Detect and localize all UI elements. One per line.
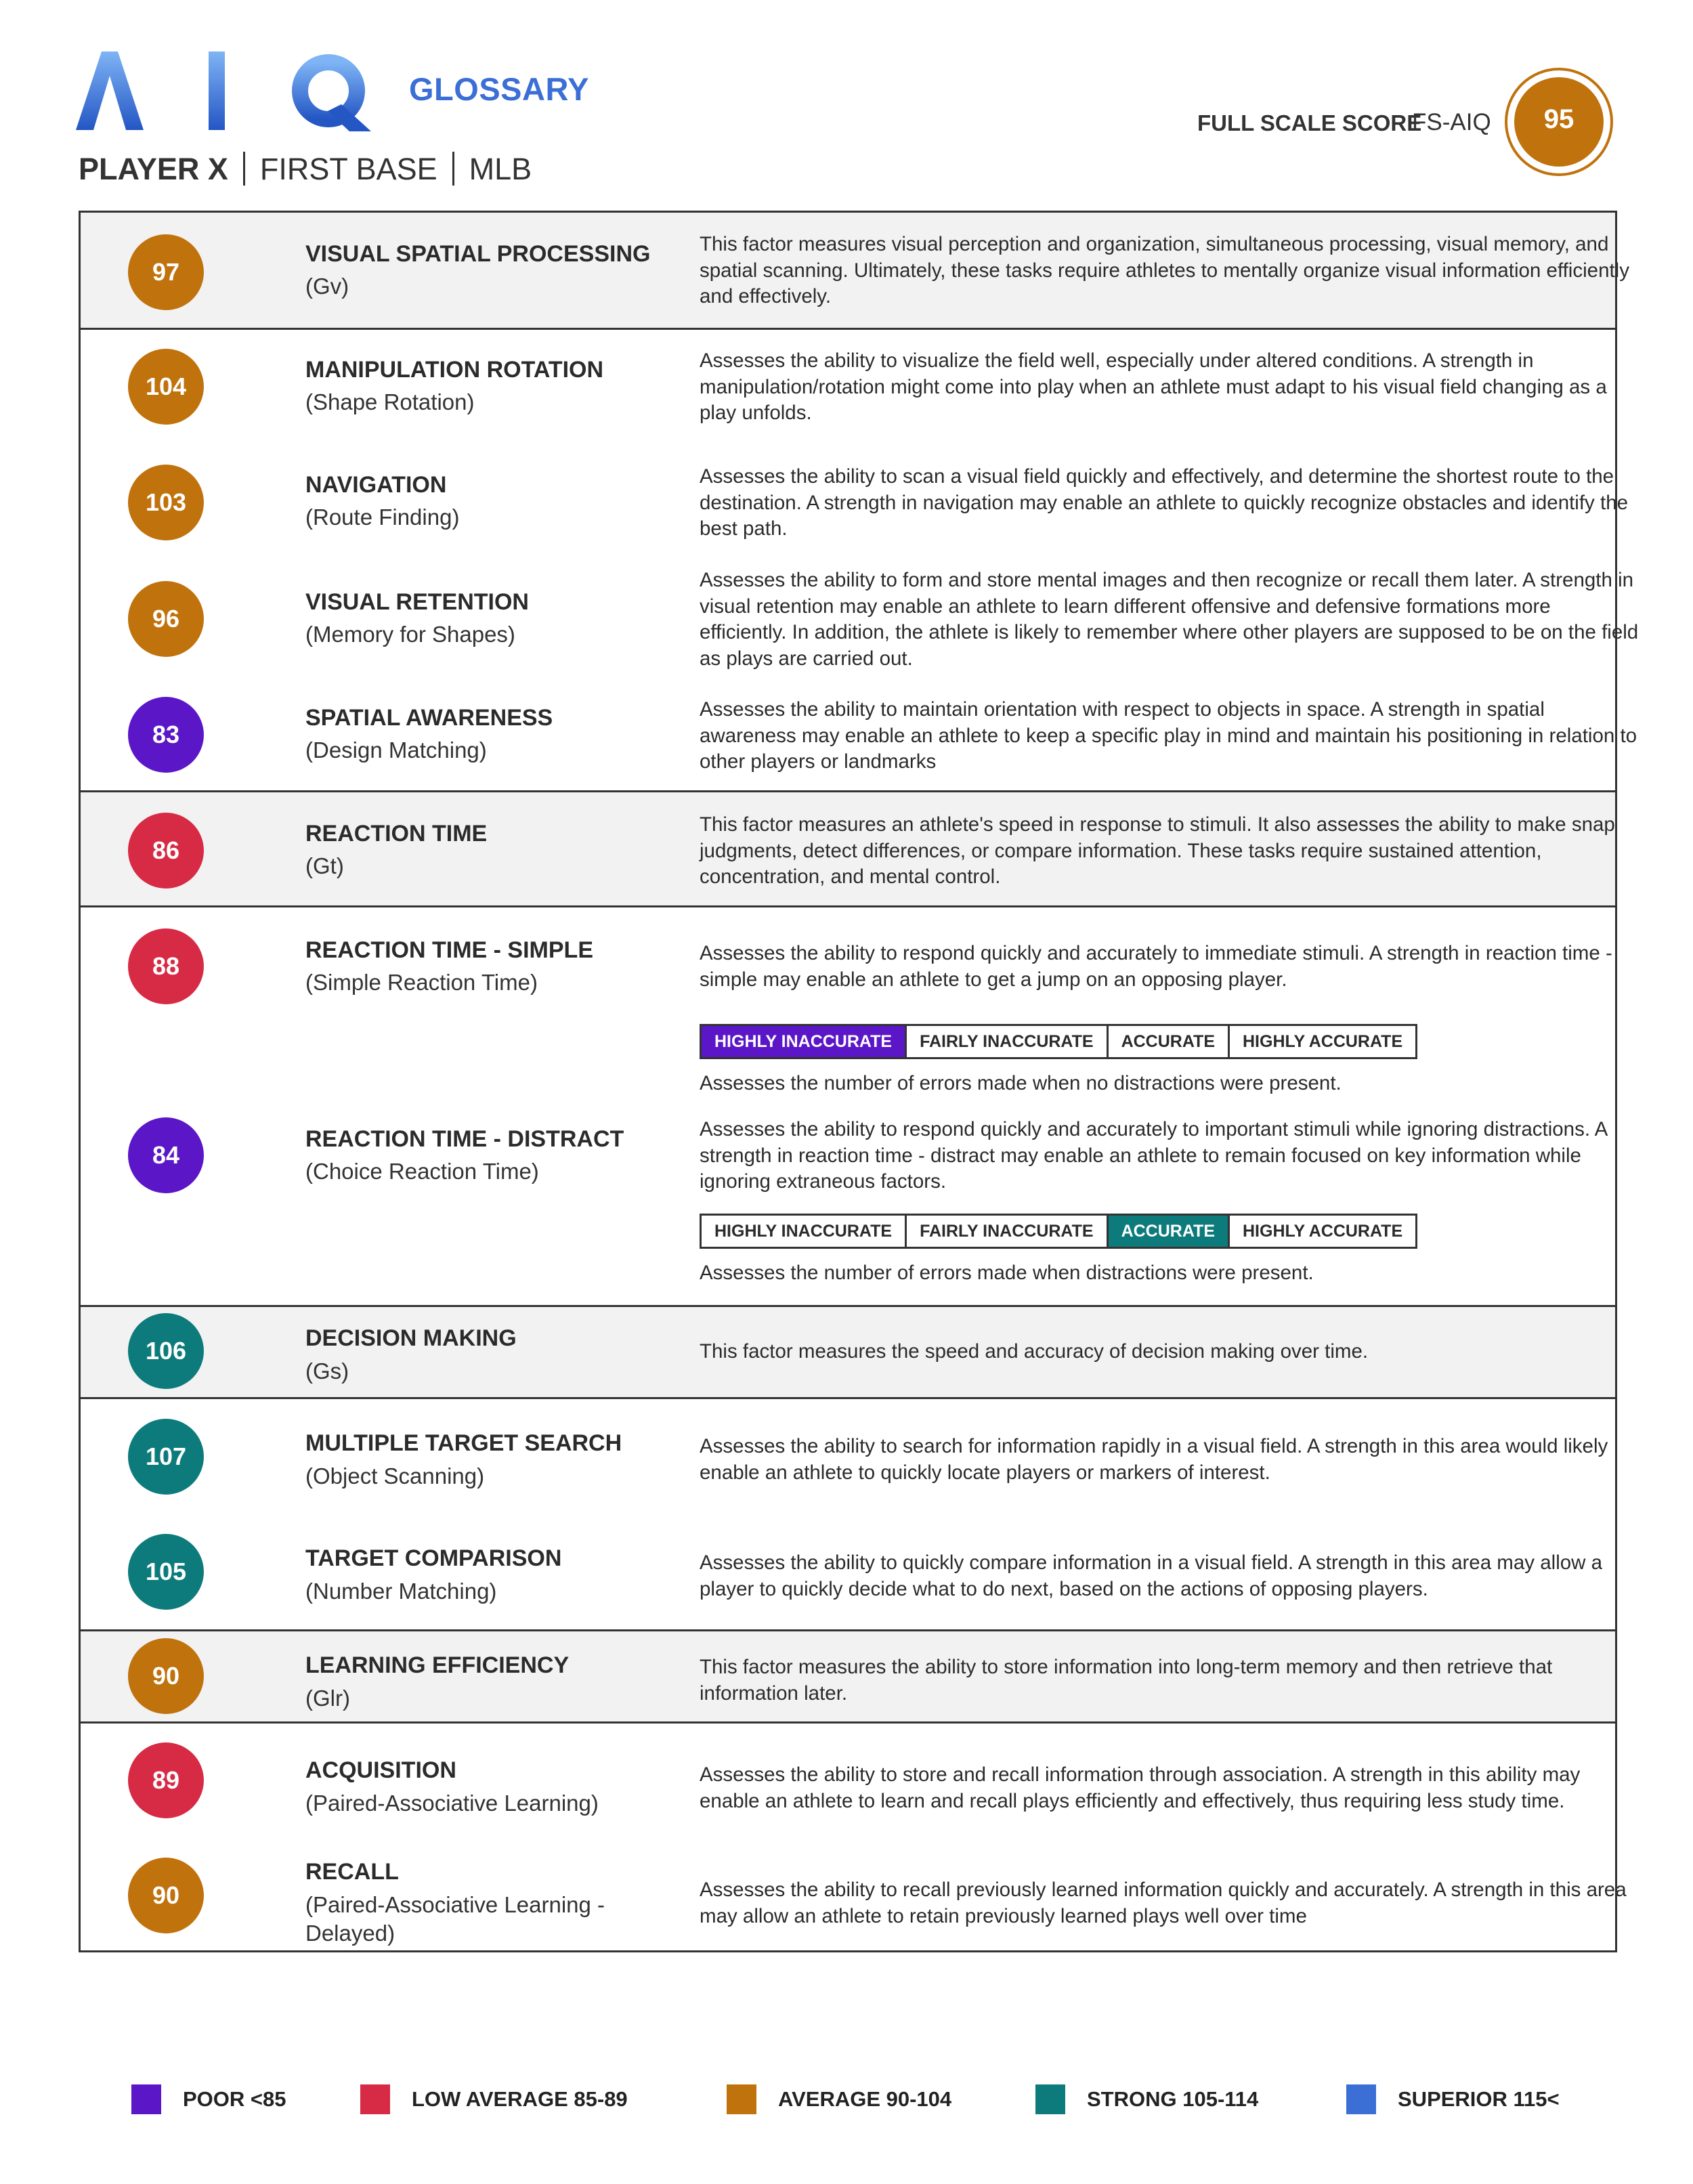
subtest-alias: (Object Scanning) <box>305 1463 485 1489</box>
factor-description: This factor measures an athlete's speed in response to stimuli. It also assesses the ability to make snap judgments, detect differences, or compare information. These tasks require sustained attention, concentration, and mental control. <box>700 813 1615 888</box>
scale-highly-inaccurate: HIGHLY INACCURATE <box>714 1222 893 1241</box>
accuracy-scale <box>700 1024 1417 1059</box>
factor-code: (Gs) <box>305 1358 349 1384</box>
subtest-name: ACQUISITION <box>305 1757 456 1783</box>
subtest-alias: (Paired-Associative Learning) <box>305 1791 599 1816</box>
subtest-description: Assesses the ability to recall previously learned information quickly and accurately. A strength in this area may allow an athlete to retain previously learned plays well over time <box>700 1879 1627 1927</box>
legend-swatch <box>131 2084 161 2114</box>
scale-note: Assesses the number of errors made when no distractions were present. <box>700 1072 1342 1094</box>
legend-label: LOW AVERAGE 85-89 <box>412 2087 628 2111</box>
subtest-alias: (Paired-Associative Learning - Delayed) <box>305 1892 605 1946</box>
factor-code: (Gt) <box>305 853 344 878</box>
subtest-description: Assesses the ability to store and recall information through association. A strength in this ability may enable an athlete to learn and recall plays efficiently and effectively, thus requiring less study time. <box>700 1763 1581 1812</box>
scale-highly-accurate: HIGHLY ACCURATE <box>1228 1026 1415 1057</box>
subtest-description: Assesses the ability to search for information rapidly in a visual field. A strength in this area would likely enable an athlete to quickly locate players or markers of interest. <box>700 1435 1608 1484</box>
subtest-name: VISUAL RETENTION <box>305 589 529 615</box>
player-position: FIRST BASE <box>259 152 437 186</box>
glossary-title: GLOSSARY <box>409 71 590 107</box>
subtest-name: SPATIAL AWARENESS <box>305 705 553 731</box>
subtest-description: Assesses the ability to visualize the field well, especially under altered conditions. A strength in manipulation/rotation might come into play when an athlete must adapt to his visual field changing as a play unfolds. <box>700 349 1607 424</box>
score-badge: 89 <box>128 1742 204 1818</box>
subtest-alias: (Shape Rotation) <box>305 389 475 414</box>
legend-label: SUPERIOR 115< <box>1398 2087 1560 2111</box>
score-badge: 84 <box>128 1117 204 1193</box>
full-scale-label: FULL SCALE SCORE <box>1197 110 1422 135</box>
subtest-name: RECALL <box>305 1859 399 1885</box>
scale-note: Assesses the number of errors made when distractions were present. <box>700 1262 1314 1284</box>
factor-description: This factor measures the ability to store information into long-term memory and then retrieve that information later. <box>700 1656 1553 1705</box>
factor-description: This factor measures visual perception and organization, simultaneous processing, visual memory, and spatial scanning. Ultimately, these tasks require athletes to mentally organize visual information efficiently and effectively. <box>700 233 1629 307</box>
legend-swatch <box>360 2084 390 2114</box>
score-badge: 97 <box>128 234 204 310</box>
factor-name: DECISION MAKING <box>305 1325 517 1351</box>
legend-label: AVERAGE 90-104 <box>778 2087 952 2111</box>
scale-highly-inaccurate: HIGHLY INACCURATE <box>702 1026 905 1057</box>
scale-fairly-inaccurate: FAIRLY INACCURATE <box>905 1216 1107 1247</box>
accuracy-scale <box>700 1214 1417 1249</box>
subtest-name: NAVIGATION <box>305 472 447 498</box>
score-badge: 107 <box>128 1419 204 1495</box>
player-info <box>79 152 532 187</box>
factor-code: (Gv) <box>305 274 349 299</box>
factor-name: REACTION TIME <box>305 821 488 847</box>
subtest-description: Assesses the ability to quickly compare information in a visual field. A strength in this area may allow a player to quickly decide what to do next, based on the actions of opposing players. <box>700 1551 1603 1600</box>
legend-swatch <box>727 2084 756 2114</box>
subtest-description: Assesses the ability to maintain orientation with respect to objects in space. A strength in spatial awareness may enable an athlete to keep a specific play in mind and maintain his positioning in relation to other players or landmarks <box>700 698 1637 773</box>
score-badge: 104 <box>128 349 204 425</box>
factor-code: (Glr) <box>305 1686 350 1711</box>
subtest-description: Assesses the ability to respond quickly and accurately to immediate stimuli. A strength in reaction time - simple may enable an athlete to get a jump on an opposing player. <box>700 942 1612 991</box>
score-badge: 96 <box>128 581 204 657</box>
full-scale-abbr: FS-AIQ <box>1412 109 1491 135</box>
score-badge: 83 <box>128 697 204 773</box>
scale-accurate: ACCURATE <box>1107 1026 1228 1057</box>
subtest-alias: (Design Matching) <box>305 737 487 763</box>
full-scale-score: 95 <box>1543 104 1574 134</box>
subtest-description: Assesses the ability to respond quickly and accurately to important stimuli while ignoring distractions. A strength in reaction time - distract may enable an athlete to remain focused on key information while ignoring extraneous factors. <box>700 1118 1607 1193</box>
score-badge: 88 <box>128 928 204 1004</box>
scale-highly-accurate: HIGHLY ACCURATE <box>1228 1216 1415 1247</box>
score-badge: 106 <box>128 1313 204 1389</box>
subtest-alias: (Choice Reaction Time) <box>305 1159 539 1184</box>
divider <box>243 152 245 186</box>
score-badge: 103 <box>128 465 204 540</box>
subtest-alias: (Memory for Shapes) <box>305 622 515 647</box>
subtest-alias: (Simple Reaction Time) <box>305 970 538 995</box>
subtest-name: MULTIPLE TARGET SEARCH <box>305 1430 622 1456</box>
scale-fairly-inaccurate: FAIRLY INACCURATE <box>905 1026 1107 1057</box>
score-badge: 105 <box>128 1534 204 1610</box>
subtest-alias: (Route Finding) <box>305 505 460 530</box>
subtest-description: Assesses the ability to form and store mental images and then recognize or recall them later. A strength in visual retention may enable an athlete to learn different offensive and defensive formations more efficiently. In addition, the athlete is likely to remember where other players are supposed to be on the field as plays are carried out. <box>700 569 1639 670</box>
factor-description: This factor measures the speed and accuracy of decision making over time. <box>700 1340 1369 1363</box>
score-badge: 86 <box>128 813 204 888</box>
scale-accurate: ACCURATE <box>1107 1216 1228 1247</box>
legend-swatch <box>1346 2084 1376 2114</box>
player-name: PLAYER X <box>79 152 228 186</box>
divider <box>452 152 454 186</box>
factor-name: LEARNING EFFICIENCY <box>305 1652 570 1678</box>
glossary-table <box>79 211 1639 1952</box>
legend-swatch <box>1035 2084 1065 2114</box>
legend-label: POOR <85 <box>183 2087 286 2111</box>
aiq-logo <box>76 49 374 133</box>
subtest-name: REACTION TIME - SIMPLE <box>305 937 593 963</box>
score-badge: 90 <box>128 1638 204 1714</box>
subtest-alias: (Number Matching) <box>305 1579 497 1604</box>
subtest-name: MANIPULATION ROTATION <box>305 357 604 383</box>
player-league: MLB <box>469 152 532 186</box>
legend-label: STRONG 105-114 <box>1087 2087 1259 2111</box>
factor-name: VISUAL SPATIAL PROCESSING <box>305 241 651 267</box>
subtest-name: REACTION TIME - DISTRACT <box>305 1126 624 1152</box>
subtest-description: Assesses the ability to scan a visual field quickly and effectively, and determine the shortest route to the destination. A strength in navigation may enable an athlete to quickly recognize obstacles and identify the best path. <box>700 465 1629 540</box>
subtest-name: TARGET COMPARISON <box>305 1545 562 1571</box>
score-badge: 90 <box>128 1858 204 1933</box>
